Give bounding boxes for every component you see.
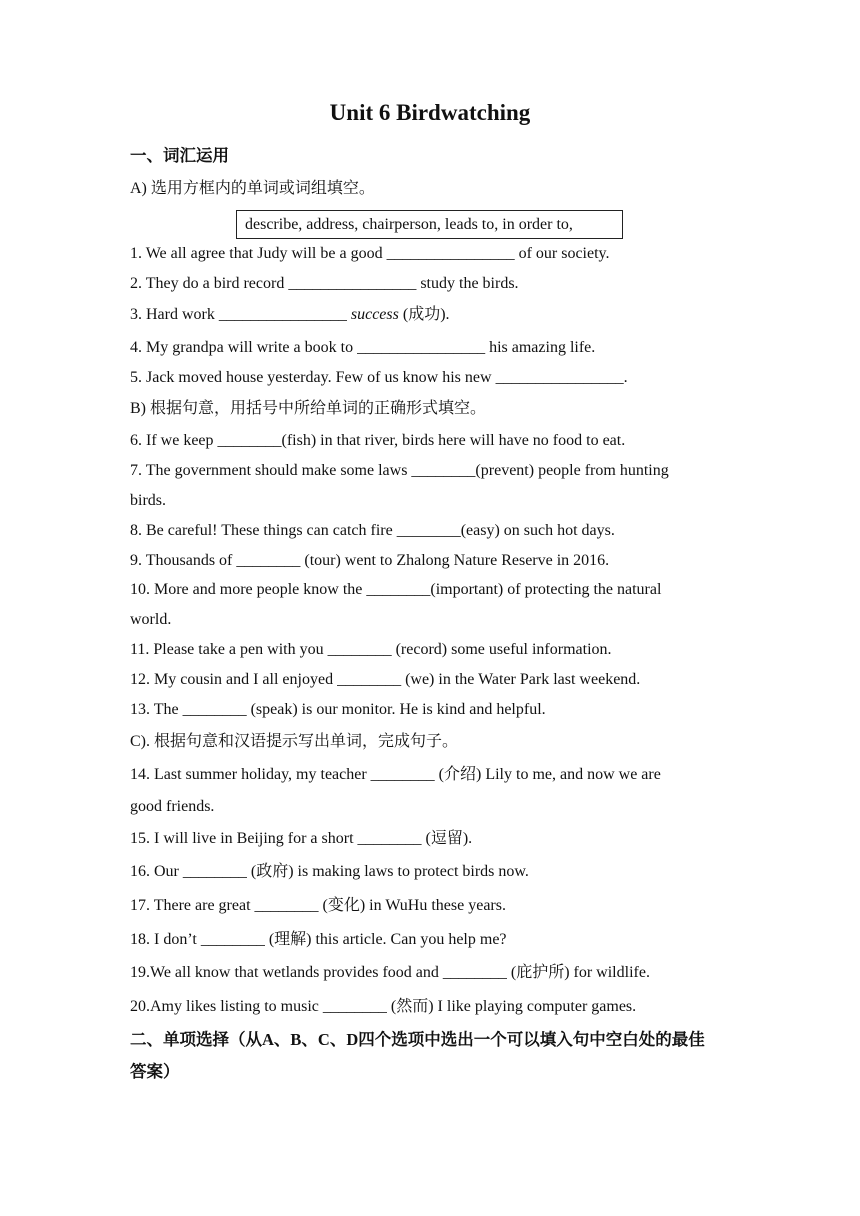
question-7-line-2: birds.: [130, 492, 166, 509]
question-3-hint: (成功).: [398, 306, 450, 323]
question-14-line-2: good friends.: [130, 798, 215, 815]
question-7-line-1: 7. The government should make some laws ________(prevent) people from hunting: [130, 462, 669, 479]
question-3-text: 3. Hard work ________________: [130, 306, 351, 323]
question-2: 2. They do a bird record ________________ study the birds.: [130, 275, 519, 292]
word-box-text: describe, address, chairperson, leads to, in order to,: [245, 216, 573, 233]
part-a-instruction: A) 选用方框内的单词或词组填空。: [130, 180, 375, 197]
section1-heading: 一、词汇运用: [130, 146, 229, 165]
question-15: 15. I will live in Beijing for a short ________ (逗留).: [130, 830, 473, 847]
question-4: 4. My grandpa will write a book to ________________ his amazing life.: [130, 339, 596, 356]
question-11: 11. Please take a pen with you ________ (record) some useful information.: [130, 641, 612, 658]
part-b-instruction: B) 根据句意，用括号中所给单词的正确形式填空。: [130, 400, 487, 417]
question-17: 17. There are great ________ (变化) in WuHu these years.: [130, 897, 506, 914]
question-14-line-1: 14. Last summer holiday, my teacher ________ (介绍) Lily to me, and now we are: [130, 766, 661, 783]
section2-heading-line-1: 二、单项选择（从A、B、C、D四个选项中选出一个可以填入句中空白处的最佳: [130, 1030, 705, 1049]
question-3: [130, 305, 740, 325]
question-16: 16. Our ________ (政府) is making laws to protect birds now.: [130, 863, 529, 880]
question-5: 5. Jack moved house yesterday. Few of us know his new ________________.: [130, 369, 628, 386]
question-20: 20.Amy likes listing to music ________ (然而) I like playing computer games.: [130, 998, 637, 1015]
question-6: 6. If we keep ________(fish) in that river, birds here will have no food to eat.: [130, 432, 626, 449]
question-19: 19.We all know that wetlands provides food and ________ (庇护所) for wildlife.: [130, 964, 650, 981]
question-9: 9. Thousands of ________ (tour) went to Zhalong Nature Reserve in 2016.: [130, 552, 610, 569]
question-18: 18. I don’t ________ (理解) this article. Can you help me?: [130, 931, 507, 948]
question-8: 8. Be careful! These things can catch fire ________(easy) on such hot days.: [130, 522, 615, 539]
page-title: Unit 6 Birdwatching: [329, 100, 531, 125]
question-10-line-1: 10. More and more people know the ________(important) of protecting the natural: [130, 581, 662, 598]
question-10-line-2: world.: [130, 611, 172, 628]
question-12: 12. My cousin and I all enjoyed ________ (we) in the Water Park last weekend.: [130, 671, 641, 688]
question-3-italic-word: success: [350, 306, 399, 323]
part-c-instruction: C). 根据句意和汉语提示写出单词，完成句子。: [130, 733, 459, 750]
question-1: 1. We all agree that Judy will be a good ________________ of our society.: [130, 245, 610, 262]
question-13: 13. The ________ (speak) is our monitor. He is kind and helpful.: [130, 701, 546, 718]
word-box: [236, 210, 623, 239]
section2-heading-line-2: 答案）: [130, 1062, 180, 1081]
